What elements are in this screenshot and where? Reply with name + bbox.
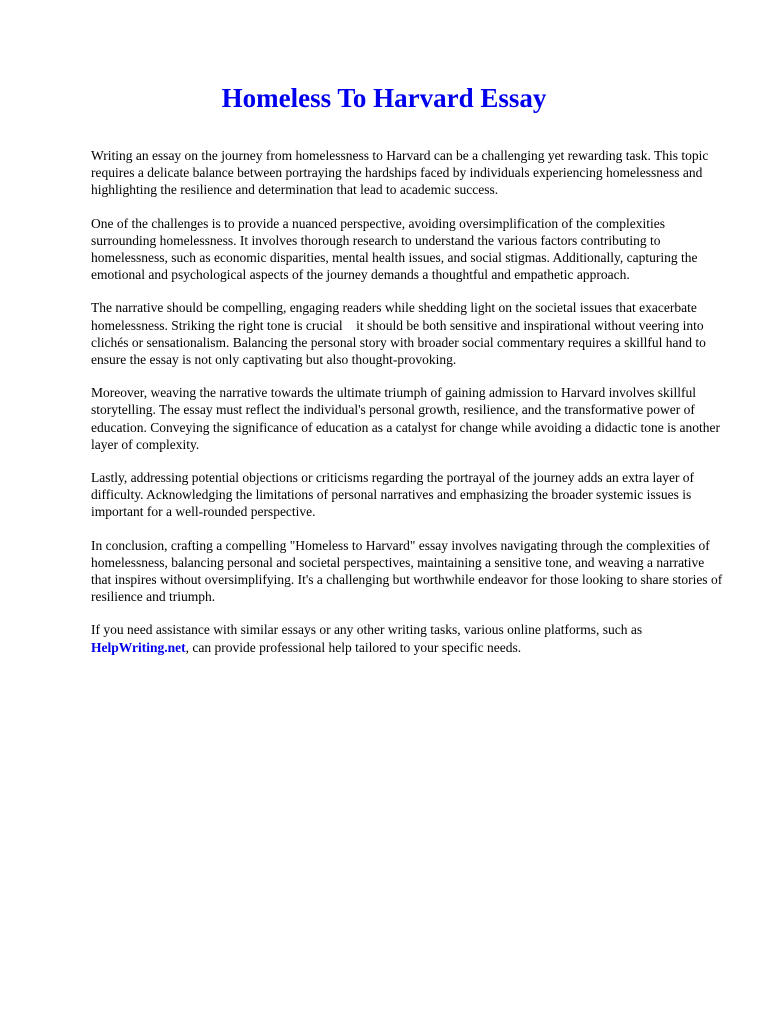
closing-text-before-link: If you need assistance with similar essays or any other writing tasks, various online platforms, such as (91, 622, 643, 638)
helpwriting-link[interactable]: HelpWriting.net (91, 639, 186, 655)
paragraph-closing (91, 621, 724, 655)
paragraph-conclusion: In conclusion, crafting a compelling "Homeless to Harvard" essay involves navigating through the complexities of homelessness, balancing personal and societal perspectives, maintaining a sensitive tone, and weaving a narrative that inspires without oversimplifying. It's a challenging but worthwhile endeavor for those looking to share stories of resilience and triumph. (91, 537, 723, 605)
essay-body (91, 147, 724, 656)
page-title: Homeless To Harvard Essay (221, 83, 547, 113)
paragraph-objections: Lastly, addressing potential objections or criticisms regarding the portrayal of the journey adds an extra layer of difficulty. Acknowledging the limitations of personal narratives and emphasizing the broader systemic issues is important for a well-rounded perspective. (91, 470, 695, 520)
paragraph-intro: Writing an essay on the journey from homelessness to Harvard can be a challenging yet rewarding task. This topic requires a delicate balance between portraying the hardships faced by individuals experiencing homelessness and highlighting the resilience and determination that lead to academic success. (91, 148, 709, 198)
paragraph-narrative: The narrative should be compelling, engaging readers while shedding light on the societal issues that exacerbate homelessness. Striking the right tone is crucial it should be both sensitive and inspirational without veering into clichés or sensationalism. Balancing the personal story with broader social commentary requires a skillful hand to ensure the essay is not only captivating but also thought-provoking. (91, 300, 706, 368)
paragraph-triumph: Moreover, weaving the narrative towards the ultimate triumph of gaining admission to Harvard involves skillful storytelling. The essay must reflect the individual's personal growth, resilience, and the transformative power of education. Conveying the significance of education as a catalyst for change while avoiding a didactic tone is another layer of complexity. (91, 385, 721, 452)
closing-text-after-link: , can provide professional help tailored to your specific needs. (185, 639, 522, 655)
paragraph-challenges: One of the challenges is to provide a nuanced perspective, avoiding oversimplification of the complexities surrounding homelessness. It involves thorough research to understand the various factors contributing to homelessness, such as economic disparities, mental health issues, and social stigmas. Additionally, capturing the emotional and psychological aspects of the journey demands a thoughtful and empathetic approach. (91, 215, 698, 283)
